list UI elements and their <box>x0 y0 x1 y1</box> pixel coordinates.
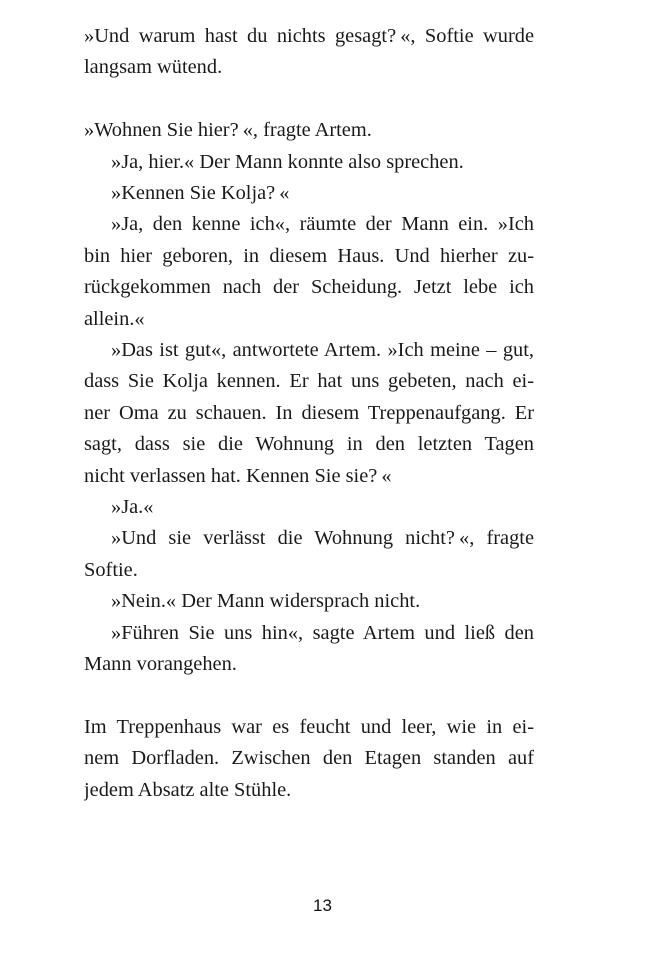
text-line: »Ja.« <box>111 496 154 519</box>
text-line: »Kennen Sie Kolja? « <box>111 182 290 205</box>
text-line: Im Treppenhaus war es feucht und leer, wie in ei- <box>84 715 534 738</box>
text-line: nicht verlassen hat. Kennen Sie sie? « <box>84 464 392 487</box>
text-line: »Und warum hast du nichts gesagt? «, Softie wurde <box>84 25 534 47</box>
text-line: Mann vorangehen. <box>84 653 237 676</box>
text-block <box>84 21 534 806</box>
text-line: nem Dorfladen. Zwischen den Etagen standen auf <box>84 747 534 770</box>
text-line: »Und sie verlässt die Wohnung nicht? «, fragte <box>111 527 534 550</box>
text-line: rückgekommen nach der Scheidung. Jetzt lebe ich <box>84 276 534 299</box>
text-line: jedem Absatz alte Stühle. <box>84 778 292 801</box>
text-line: »Nein.« Der Mann widersprach nicht. <box>111 590 421 613</box>
text-line: dass Sie Kolja kennen. Er hat uns gebeten, nach ei- <box>84 370 534 393</box>
text-line: »Wohnen Sie hier? «, fragte Artem. <box>84 119 372 142</box>
text-line: langsam wütend. <box>84 56 223 79</box>
text-line: »Ja, hier.« Der Mann konnte also sprechen. <box>111 150 464 173</box>
text-line: ner Oma zu schauen. In diesem Treppenaufgang. Er <box>84 401 534 424</box>
text-line: bin hier geboren, in diesem Haus. Und hierher zu- <box>84 244 534 267</box>
text-line: allein.« <box>84 307 145 330</box>
text-line: »Das ist gut«, antwortete Artem. »Ich meine – gut, <box>111 339 534 362</box>
page-number: 13 <box>313 896 332 915</box>
text-line: »Ja, den kenne ich«, räumte der Mann ein. »Ich <box>111 213 534 236</box>
text-line: sagt, dass sie die Wohnung in den letzten Tagen <box>84 433 534 456</box>
text-line: »Führen Sie uns hin«, sagte Artem und ließ den <box>111 621 534 644</box>
text-line: Softie. <box>84 558 138 581</box>
